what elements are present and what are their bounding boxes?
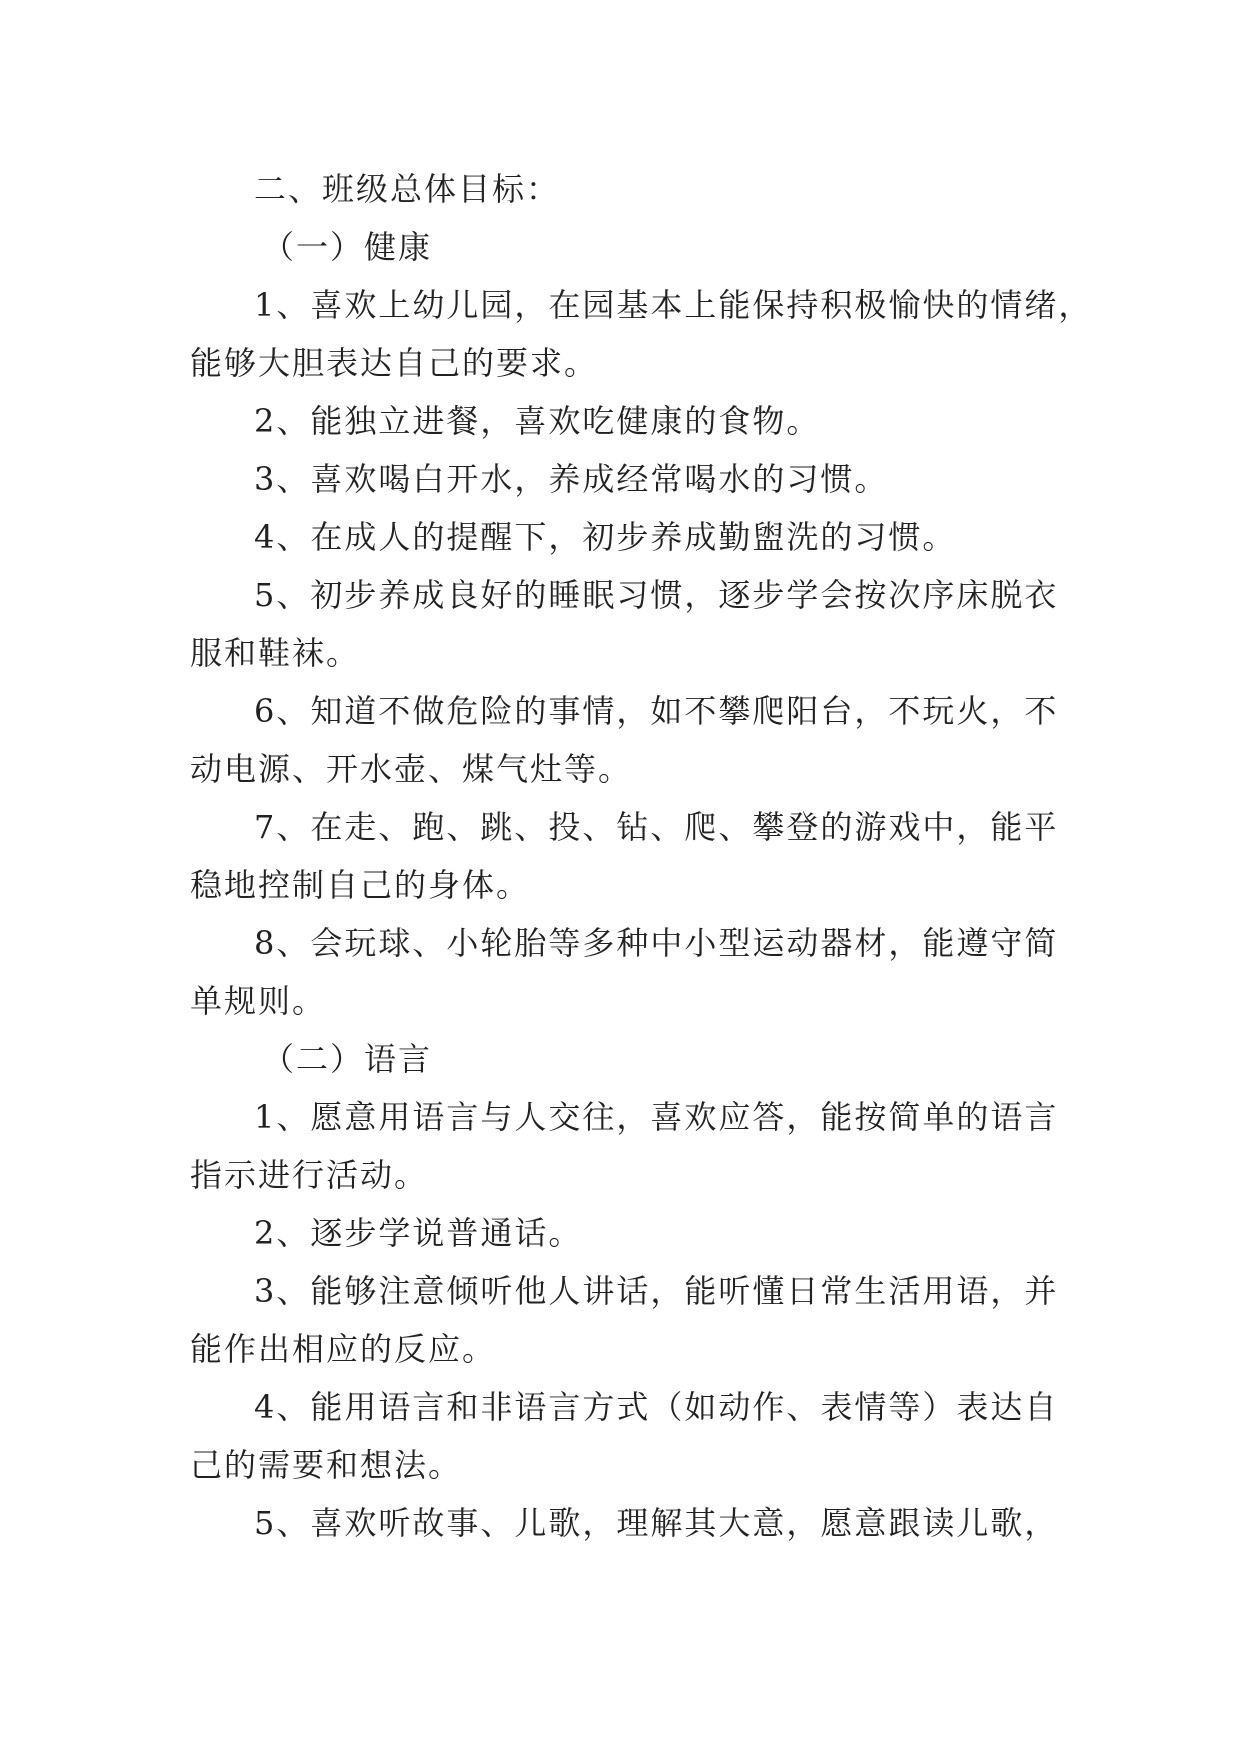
document-body xyxy=(190,160,1093,1552)
text-line: 4、能用语言和非语言方式（如动作、表情等）表达自 xyxy=(254,1388,1059,1426)
text-line: 指示进行活动。 xyxy=(190,1156,429,1194)
text-line: 稳地控制自己的身体。 xyxy=(190,866,531,904)
text-line: 服和鞋袜。 xyxy=(190,634,361,672)
text-line: 动电源、开水壶、煤气灶等。 xyxy=(190,750,633,788)
text-line: 单规则。 xyxy=(190,982,327,1020)
subsection-heading-language: （二）语言 xyxy=(262,1040,433,1078)
text-line: 能作出相应的反应。 xyxy=(190,1330,497,1368)
section-heading: 二、班级总体目标： xyxy=(254,170,561,208)
text-line: 2、能独立进餐，喜欢吃健康的食物。 xyxy=(254,402,821,440)
text-line: 8、会玩球、小轮胎等多种中小型运动器材，能遵守简 xyxy=(254,924,1059,962)
text-line: 5、喜欢听故事、儿歌，理解其大意，愿意跟读儿歌， xyxy=(254,1504,1059,1542)
text-line: 7、在走、跑、跳、投、钻、爬、攀登的游戏中，能平 xyxy=(254,808,1059,846)
text-line: 4、在成人的提醒下，初步养成勤盥洗的习惯。 xyxy=(254,518,957,556)
text-line: 1、愿意用语言与人交往，喜欢应答，能按简单的语言 xyxy=(254,1098,1059,1136)
text-line: 3、喜欢喝白开水，养成经常喝水的习惯。 xyxy=(254,460,889,498)
text-line: 2、逐步学说普通话。 xyxy=(254,1214,583,1252)
text-line: 能够大胆表达自己的要求。 xyxy=(190,344,599,382)
text-line: 3、能够注意倾听他人讲话，能听懂日常生活用语，并 xyxy=(254,1272,1059,1310)
text-line: 6、知道不做危险的事情，如不攀爬阳台，不玩火，不 xyxy=(254,692,1059,730)
text-line: 1、喜欢上幼儿园，在园基本上能保持积极愉快的情绪， xyxy=(254,286,1093,324)
text-line: 5、初步养成良好的睡眠习惯，逐步学会按次序床脱衣 xyxy=(254,576,1059,614)
subsection-heading-health: （一）健康 xyxy=(262,228,433,266)
text-line: 己的需要和想法。 xyxy=(190,1446,463,1484)
